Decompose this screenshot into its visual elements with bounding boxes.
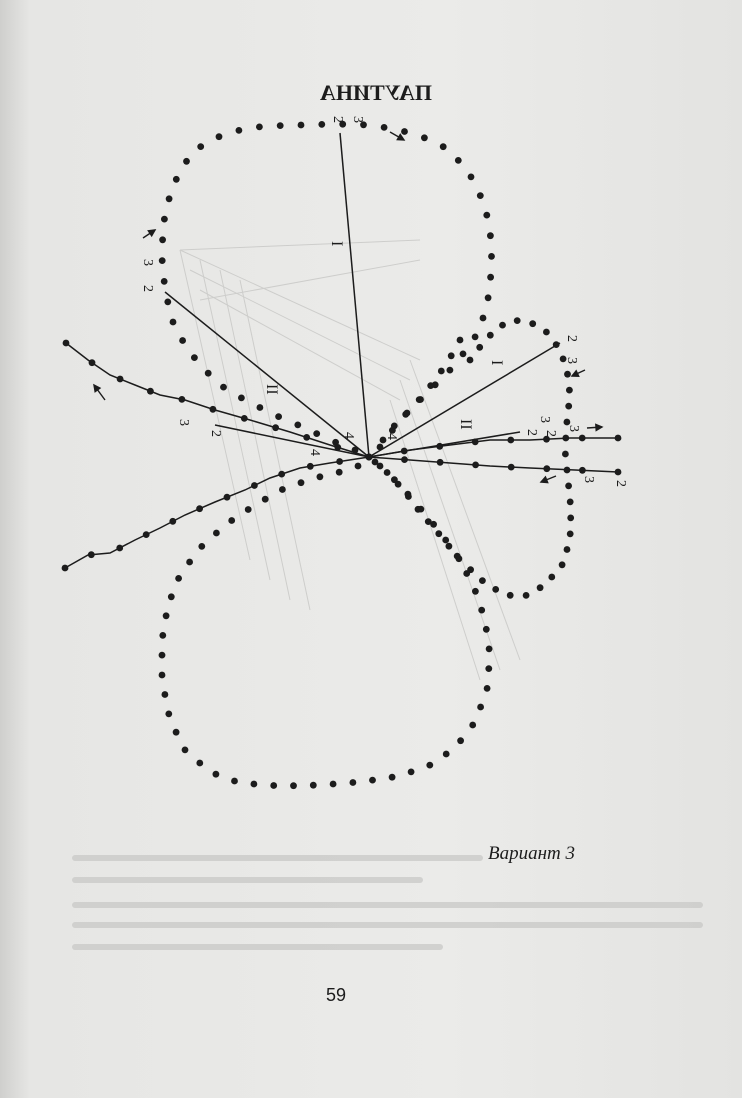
label-num-l2-2: 2 (208, 430, 223, 437)
upper-petal-dot (159, 236, 166, 243)
right-arm-lower-dot (472, 462, 479, 469)
upper-petal-dot (472, 334, 479, 341)
right-arm-upper-dot (436, 443, 443, 450)
lower-petal-dot (159, 672, 166, 679)
left-arm-lower-dot (336, 458, 343, 465)
lower-petal-dot (355, 463, 362, 470)
left-arm-upper-dot (272, 424, 279, 431)
thread-lines (65, 133, 618, 568)
lower-petal-dot (463, 570, 470, 577)
label-roman-2: I (488, 360, 505, 366)
lower-petal-dot (350, 779, 357, 786)
upper-petal-dot (298, 122, 305, 129)
right-arm-lower-dot (508, 464, 515, 471)
left-arm-lower-dot (196, 505, 203, 512)
lower-petal-dot (159, 652, 166, 659)
right-petal-dot (435, 530, 442, 537)
right-petal-dot (564, 546, 571, 553)
lower-petal-dot (213, 530, 220, 537)
upper-petal-dot (487, 274, 494, 281)
upper-petal-dot (447, 367, 454, 374)
label-num-top-3: 3 (350, 116, 365, 123)
upper-petal-dot (485, 294, 492, 301)
lower-petal-dot (196, 760, 203, 767)
thread-II-left (165, 292, 369, 457)
right-arm-upper-dot (472, 439, 479, 446)
right-petal-dot (553, 341, 560, 348)
right-petal-dot (543, 329, 550, 336)
lower-petal-dot (251, 781, 258, 788)
upper-petal-dot (468, 174, 475, 181)
upper-petal-inner-dot (427, 382, 434, 389)
upper-petal-dot (483, 212, 490, 219)
svg-text:ПАУТИНА: ПАУТИНА (320, 80, 432, 105)
lower-petal-dot (477, 704, 484, 711)
upper-petal-dot (183, 158, 190, 165)
page-number: 59 (326, 985, 347, 1005)
left-arm-upper-thread (66, 343, 369, 457)
left-arm-upper-dot (117, 376, 124, 383)
arrow-right-icon (572, 370, 585, 376)
right-petal-dot (567, 531, 574, 538)
label-num-left-3: 3 (140, 259, 155, 266)
right-petal-dot (446, 543, 453, 550)
right-arm-upper-dot (579, 435, 586, 442)
lower-petal-dot (483, 626, 490, 633)
upper-petal-dot (238, 395, 245, 402)
hole-dots (62, 121, 622, 789)
lower-petal-dot (486, 646, 493, 653)
lower-petal-dot (377, 463, 384, 470)
lower-petal-dot (231, 778, 238, 785)
label-num-left-2: 2 (140, 285, 155, 292)
upper-petal-dot (161, 216, 168, 223)
lower-petal-dot (186, 559, 193, 566)
upper-petal-inner-dot (391, 423, 398, 430)
right-petal-dot (537, 584, 544, 591)
left-arm-upper-dot (63, 340, 70, 347)
right-arm-upper-dot (507, 437, 514, 444)
right-arm-lower-dot (437, 459, 444, 466)
left-arm-upper-dot (179, 396, 186, 403)
left-arm-lower-dot (307, 463, 314, 470)
lower-petal-dot (163, 612, 170, 619)
left-arm-upper-dot (89, 359, 96, 366)
upper-petal-dot (197, 143, 204, 150)
right-petal-dot (562, 435, 569, 442)
label-num-right-3: 3 (564, 357, 579, 364)
lower-petal-dot (457, 737, 464, 744)
lower-petal-dot (317, 473, 324, 480)
label-num-center-4a: 4 (341, 432, 356, 439)
left-arm-upper-dot (303, 434, 310, 441)
right-arm-lower-dot (615, 469, 622, 476)
right-petal-dot (529, 320, 536, 327)
arrow-right-low-icon (541, 476, 556, 483)
number-labels (140, 116, 628, 487)
upper-petal-dot (488, 253, 495, 260)
upper-petal-dot (480, 315, 487, 322)
right-petal-dot (479, 577, 486, 584)
left-arm-lower-thread (65, 457, 369, 568)
upper-petal-dot (275, 413, 282, 420)
thread-left-mid (215, 425, 369, 457)
right-arm-upper-dot (615, 435, 622, 442)
upper-petal-dot (401, 128, 408, 135)
upper-petal-dot (161, 278, 168, 285)
upper-petal-dot (216, 133, 223, 140)
lower-petal-dot (336, 469, 343, 476)
right-arm-upper-dot (401, 448, 408, 455)
left-arm-lower-dot (116, 545, 123, 552)
lower-petal-dot (290, 782, 297, 789)
lower-petal-dot (391, 476, 398, 483)
lower-petal-dot (228, 517, 235, 524)
right-petal-dot (467, 357, 474, 364)
lower-petal-dot (213, 771, 220, 778)
arrow-left-arm-icon (94, 385, 105, 400)
lower-petal-dot (430, 521, 437, 528)
lower-petal-dot (472, 588, 479, 595)
right-petal-dot (564, 371, 571, 378)
upper-petal-dot (487, 232, 494, 239)
lower-petal-dot (279, 486, 286, 493)
right-petal-dot (499, 322, 506, 329)
label-num-top-2: 2 (330, 116, 345, 123)
bleed-through-ghost-text (75, 858, 700, 947)
left-arm-upper-dot (241, 415, 248, 422)
right-petal-dot (548, 574, 555, 581)
left-arm-lower-dot (88, 551, 95, 558)
lower-petal-dot (168, 593, 175, 600)
upper-petal-dot (440, 143, 447, 150)
upper-petal-dot (191, 354, 198, 361)
left-arm-upper-dot (210, 406, 217, 413)
upper-petal-dot (294, 422, 301, 429)
upper-petal-inner-dot (457, 337, 464, 344)
arrow-right-mid-icon (587, 424, 602, 430)
upper-petal-dot (256, 124, 263, 131)
label-num-low-2: 2 (613, 480, 628, 487)
lower-petal-dot (198, 543, 205, 550)
left-arm-lower-dot (278, 471, 285, 478)
right-petal-dot (492, 586, 499, 593)
lower-petal-dot (469, 722, 476, 729)
right-petal-dot (564, 467, 571, 474)
right-petal-dot (487, 332, 494, 339)
upper-petal-dot (313, 430, 320, 437)
lower-petal-dot (418, 506, 425, 513)
label-roman-4: II (457, 419, 474, 430)
figure-caption: Вариант 3 (488, 843, 576, 864)
upper-petal-dot (166, 195, 173, 202)
right-petal-dot (559, 561, 566, 568)
lower-petal-dot (330, 781, 337, 788)
upper-petal-dot (179, 337, 186, 344)
label-roman-1: I (328, 241, 345, 247)
lower-petal-dot (245, 506, 252, 513)
label-roman-3: II (263, 384, 280, 395)
upper-petal-dot (455, 157, 462, 164)
upper-petal-inner-dot (448, 352, 455, 359)
lower-petal-dot (389, 774, 396, 781)
left-arm-lower-dot (224, 494, 231, 501)
right-petal-dot (567, 515, 574, 522)
lower-petal-dot (262, 496, 269, 503)
lower-petal-dot (369, 777, 376, 784)
upper-petal-dot (236, 127, 243, 134)
label-num-center-4c: 4 (307, 449, 322, 456)
right-petal-dot (514, 317, 521, 324)
label-num-mid-2: 2 (524, 429, 539, 436)
lower-petal-dot (298, 479, 305, 486)
center-dot (366, 454, 373, 461)
lower-petal-dot (478, 607, 485, 614)
lower-petal-dot (162, 691, 169, 698)
right-petal-dot (566, 387, 573, 394)
right-arm-lower-dot (579, 467, 586, 474)
upper-petal-dot (277, 122, 284, 129)
upper-petal-dot (159, 257, 166, 264)
right-petal-dot (567, 499, 574, 506)
right-petal-dot (384, 469, 391, 476)
upper-petal-inner-dot (438, 368, 445, 375)
upper-petal-dot (477, 192, 484, 199)
right-petal-dot (562, 451, 569, 458)
lower-petal-dot (485, 665, 492, 672)
arrow-left-icon (143, 230, 155, 238)
lower-petal-dot (182, 747, 189, 754)
upper-petal-dot (318, 121, 325, 128)
lower-petal-dot (270, 782, 277, 789)
upper-petal-dot (170, 319, 177, 326)
right-petal-dot (476, 344, 483, 351)
left-arm-lower-dot (251, 482, 258, 489)
lower-petal-dot (443, 751, 450, 758)
left-arm-upper-dot (147, 388, 154, 395)
lower-petal-dot (405, 491, 412, 498)
upper-petal-dot (377, 444, 384, 451)
upper-petal-inner-dot (416, 396, 423, 403)
label-num-l2-3: 3 (176, 419, 191, 426)
right-arm-lower-dot (401, 456, 408, 463)
left-arm-lower-dot (62, 565, 69, 572)
upper-petal-dot (205, 370, 212, 377)
upper-petal-dot (173, 176, 180, 183)
label-num-mid2-2: 2 (543, 430, 558, 437)
lower-petal-dot (310, 782, 317, 789)
thread-I-top (340, 133, 369, 457)
lower-petal-dot (165, 711, 172, 718)
label-num-right-2: 2 (564, 335, 579, 342)
upper-petal-dot (257, 404, 264, 411)
upper-petal-dot (164, 299, 171, 306)
label-num-low-3: 3 (581, 476, 596, 483)
upper-petal-dot (421, 134, 428, 141)
left-arm-lower-dot (143, 531, 150, 538)
left-arm-lower-dot (169, 518, 176, 525)
lower-petal-dot (442, 537, 449, 544)
lower-petal-dot (159, 632, 166, 639)
lower-petal-dot (454, 553, 461, 560)
right-petal-dot (565, 403, 572, 410)
lower-petal-dot (484, 685, 491, 692)
right-arm-lower-dot (543, 465, 550, 472)
right-petal-dot (507, 592, 514, 599)
right-petal-dot (565, 483, 572, 490)
lower-petal-dot (408, 769, 415, 776)
upper-petal-dot (460, 351, 467, 358)
bleed-through-ghost-title (320, 80, 432, 105)
lower-petal-dot (173, 729, 180, 736)
label-num-mid2-3: 3 (566, 425, 581, 432)
upper-petal-dot (220, 384, 227, 391)
left-arm-upper-dot (334, 444, 341, 451)
upper-petal-dot (381, 124, 388, 131)
lower-petal-dot (426, 762, 433, 769)
upper-petal-inner-dot (404, 410, 411, 417)
right-petal-dot (523, 592, 530, 599)
lower-petal-dot (175, 575, 182, 582)
upper-petal-dot (352, 447, 359, 454)
label-num-center-4b: 4 (384, 433, 399, 440)
label-num-mid-3: 3 (537, 416, 552, 423)
